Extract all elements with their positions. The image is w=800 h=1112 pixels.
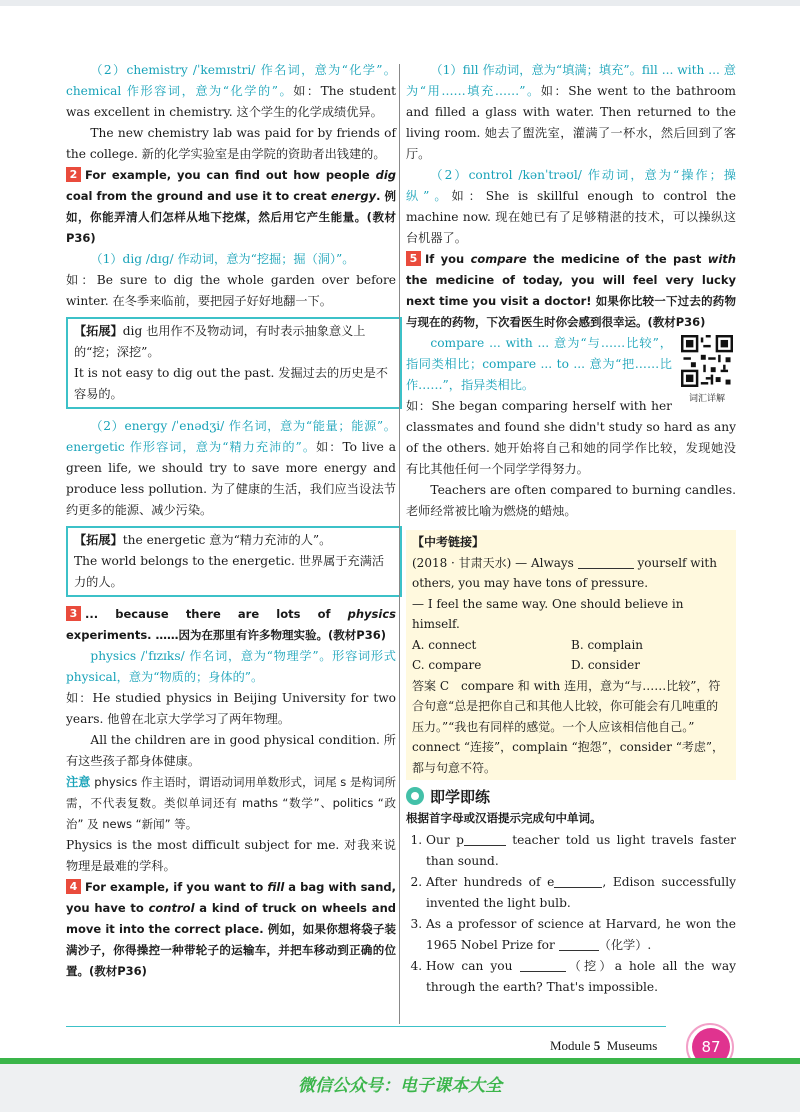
right-column [406,60,736,998]
exam-question-b: yourself with others, you may have tons of pressure. [412,555,717,590]
exam-question-a: (2018 · 甘肃天水) — Always [412,555,578,570]
item-number-badge: 5 [406,251,421,266]
item5-text-b: the medicine of the past [526,252,708,266]
item2-text-a: For example, you can find out how people [85,168,376,182]
practice-question [426,914,736,956]
question-text-b: teacher told us light travels faster than sound. [426,833,736,868]
practice-instructions: 根据首字母或汉语提示完成句中单词。 [406,811,602,825]
item-2 [66,165,396,249]
extension-box-dig [66,317,402,409]
top-bar [0,0,800,6]
question-text-b: （化学）. [598,938,652,952]
control-definition [406,165,736,249]
question-text-a: After hundreds of e [426,875,555,889]
energy-definition [66,416,396,521]
extension-example: It is not easy to dig out the past. 发掘过去的历史是不容易的。 [74,366,388,401]
extension-label: 【拓展】 [74,324,123,338]
exam-options [412,635,730,676]
question-text-a: Our p [426,833,464,847]
extension-box-energy [66,526,402,597]
practice-question [426,830,736,872]
question-text-b: , Edison successfully invented the light bulb. [426,875,736,910]
item5-text-c: the medicine of today, you will feel very lucky next time you visit a doctor! 如果你比较一下过去的药物与现在的药物，下次看医生时你会感到很幸运。(教材P36) [406,273,736,329]
dig-example: 如：Be sure to dig the whole garden over before winter. 在冬季来临前，要把园子好好地翻一下。 [66,273,396,308]
exam-link-box [406,530,736,780]
left-column [66,60,396,982]
item2-text-c: . 例如，你能弄清人们怎样从地下挖煤，然后用它产生能量。(教材P36) [66,189,396,245]
fill-definition [406,60,736,165]
option-b: B. complain [571,637,644,652]
note-label: 注意 [66,775,91,789]
note-text: physics 作主语时，谓语动词用单数形式，词尾 s 是构词所需，不代表复数。类似单词还有 maths “数学”、politics “政治” 及 news “新闻” 等。 [66,775,396,831]
module-number: 5 [593,1038,601,1053]
option-c: C. compare [412,658,482,672]
item-3 [66,604,396,646]
keyword-compare: compare [470,252,527,266]
module-word: Module [550,1038,591,1053]
exam-link-heading: 【中考链接】 [412,535,485,549]
item3-text-a: ... because there are lots of [85,607,348,621]
item4-text-b: a bag with sand, you have to [66,880,396,915]
column-divider [399,64,400,1024]
item-number-badge: 3 [66,606,81,621]
module-label [550,1038,657,1054]
extension-label: 【拓展】 [74,533,123,547]
compare-definition: compare ... with ... 意为“与……比较”，指同类相比；compare ... to ... 意为“把……比作……”，指异类相比。 [406,336,672,392]
footer-rule [66,1026,666,1027]
compare-example-2: Teachers are often compared to burning candles. 老师经常被比喻为燃烧的蜡烛。 [406,483,736,518]
item5-text-a: If you [425,252,471,266]
keyword-fill: fill [267,880,285,894]
qr-caption: 词汇详解 [688,394,725,404]
practice-title-text: 即学即练 [430,788,491,806]
item4-text-a: For example, if you want to [85,880,268,894]
dig-definition: （1）dig /dɪɡ/ 作动词，意为“挖掘；掘（洞）”。 [90,252,355,266]
compare-example-1: 如：She began comparing herself with her classmates and found she didn't study so hard as any of the others. 她开始将自己和她的同学作比较，发现她没有比其他任何一个同学学得努力。 [406,399,736,476]
option-a: A. connect [412,637,477,652]
item4-text-c: a kind of truck on wheels and move it into the correct place. 例如，如果你想将袋子装满沙子，你得操控一种带轮子的运输车，并把车移动到正确的位置。(教材P36) [66,901,396,978]
question-text-b: （挖）a hole all the way through the earth? That's impossible. [426,959,736,994]
physics-example-1: 如：He studied physics in Beijing University for two years. 他曾在北京大学学习了两年物理。 [66,691,396,726]
fill-def-text: （1）fill 作动词，意为“填满；填充”。fill ... with ... 意为“用……填充……”。 [406,63,736,98]
answer-blank[interactable] [554,873,602,888]
item-number-badge: 2 [66,167,81,182]
module-name: Museums [606,1038,658,1053]
keyword-physics: physics [347,607,396,621]
practice-heading [406,786,736,808]
control-example: 如：She is skillful enough to control the machine now. 现在她已有了足够精湛的技术，可以操纵这台机器了。 [406,189,736,245]
page-number: 87 [692,1028,730,1066]
physics-definition: physics /ˈfɪzɪks/ 作名词，意为“物理学”。形容词形式 physical，意为“物质的；身体的”。 [66,649,396,684]
control-def-text: （2）control /kənˈtrəʊl/ 作动词，意为“操作；操纵”。 [406,168,736,203]
extension-text: the energetic 意为“精力充沛的人”。 [122,533,332,547]
exam-answer: 答案 C compare 和 with 连用，意为“与……比较”，符合句意“总是把你自己和其他人比较，你可能会有几吨重的压力。”“我也有同样的感觉。一个人应该相信他自己。” connect “连接”，complain “抱怨”，consider “考虑”，都与句意不符。 [412,678,725,775]
chemistry-example-2: The new chemistry lab was paid for by friends of the college. 新的化学实验室是由学院的资助者出钱建的。 [66,126,396,161]
location-pin-icon [406,787,424,805]
exam-question-reply: — I feel the same way. One should believe in himself. [412,596,684,631]
answer-blank[interactable] [464,831,506,846]
keyword-with: with [707,252,736,266]
answer-blank [578,554,634,569]
question-text-a: As a professor of science at Harvard, he won the 1965 Nobel Prize for [426,917,736,952]
answer-blank[interactable] [520,957,566,972]
item-5 [406,249,736,333]
fill-example: 如：She went to the bathroom and filled a glass with water. Then returned to the living room. 她去了盥洗室，灌满了一杯水，然后回到了客厅。 [406,84,736,161]
item3-text-b: experiments. ……因为在那里有许多物理实验。(教材P36) [66,628,386,642]
qr-code-block[interactable] [678,335,736,405]
answer-blank[interactable] [559,936,599,951]
qr-code-icon[interactable] [681,335,733,387]
chemistry-example-1: The student was excellent in chemistry. 这个学生的化学成绩优异。 [66,84,397,119]
chemistry-definition [66,60,396,123]
example-prefix: 如： [293,84,321,98]
keyword-control: control [148,901,195,915]
extension-example: The world belongs to the energetic. 世界属于充满活力的人。 [74,554,385,589]
energy-def-text: （2）energy /ˈenədʒi/ 作名词，意为“能量；能源”。energetic 作形容词，意为“精力充沛的”。 [66,419,396,454]
physics-example-2: All the children are in good physical condition. 所有这些孩子都身体健康。 [66,733,396,768]
bottom-band [0,1064,800,1112]
exam-question [412,553,730,594]
energy-example: 如：To live a green life, we should try to save more energy and produce less pollution. 为了健康的生活，我们应当设法节约更多的能源、减少污染。 [66,440,396,517]
extension-text: dig 也用作不及物动词，有时表示抽象意义上的“挖；深挖”。 [74,324,366,359]
option-d: D. consider [571,658,641,672]
physics-note [66,772,396,835]
physics-example-3: Physics is the most difficult subject for me. 对我来说物理是最难的学科。 [66,838,396,873]
watermark-text: 微信公众号：电子课本大全 [298,1076,502,1096]
question-text-a: How can you [426,959,520,973]
keyword-energy: energy [330,189,377,203]
keyword-dig: dig [375,168,396,182]
chemistry-def-text: （2）chemistry /ˈkemɪstri/ 作名词，意为“化学”。chemical 作形容词，意为“化学的”。 [66,63,396,98]
practice-question [426,872,736,914]
practice-questions [406,830,736,998]
item-4 [66,877,396,982]
item2-text-b: coal from the ground and use it to creat [66,189,331,203]
practice-question [426,956,736,998]
item-number-badge: 4 [66,879,81,894]
